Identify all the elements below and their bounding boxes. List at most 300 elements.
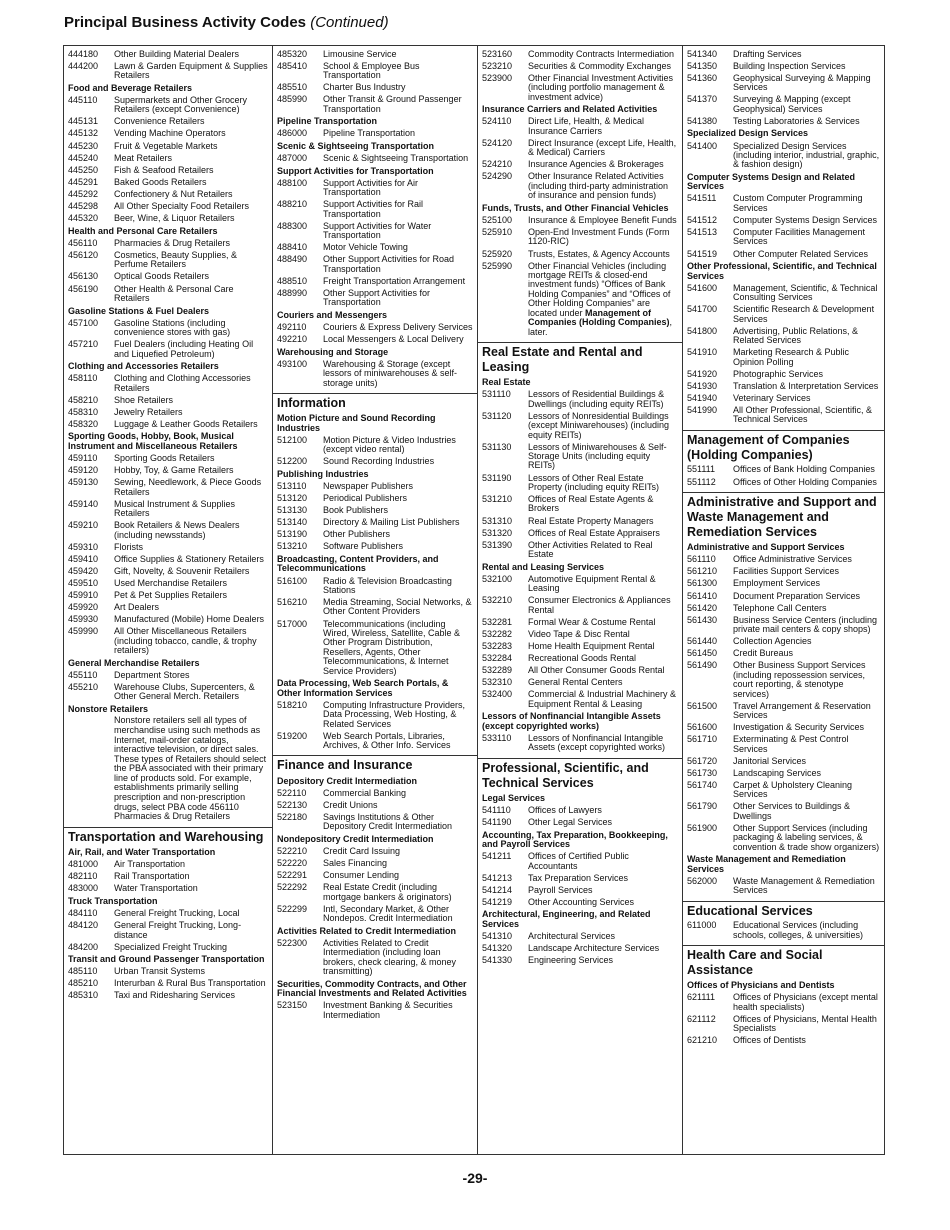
description-text: Employment Services <box>733 578 821 589</box>
code-entry <box>687 565 880 577</box>
subsection-heading: Couriers and Messengers <box>277 310 388 321</box>
description-text: Computer Systems Design Services <box>733 214 878 225</box>
activity-description <box>733 305 880 324</box>
code-entry <box>68 552 268 564</box>
code-entry <box>68 127 268 139</box>
description-text: Warehouse Clubs, Supercenters, & Other General Merch. Retailers <box>114 681 255 702</box>
activity-description <box>528 666 678 675</box>
code-entry <box>482 639 678 651</box>
activity-code: 513190 <box>277 529 308 540</box>
description-text: Florists <box>114 541 143 552</box>
activity-description <box>528 139 678 158</box>
description-text: Management, Scientific, & Technical Consulting Services <box>733 282 878 303</box>
activity-code: 541110 <box>482 804 511 815</box>
description-text: Intl, Secondary Market, & Other Nondepos. Credit Intermediation <box>323 903 453 924</box>
description-text: Jewelry Retailers <box>114 406 183 417</box>
activity-code: 561790 <box>687 801 718 812</box>
code-entry <box>277 491 473 503</box>
activity-code: 488300 <box>277 220 308 231</box>
activity-description <box>733 616 880 635</box>
activity-code: 561410 <box>687 590 718 601</box>
activity-code: 445292 <box>68 188 99 199</box>
activity-code: 531190 <box>482 472 512 483</box>
description-text: Used Merchandise Retailers <box>114 577 228 588</box>
activity-code: 485310 <box>68 990 99 1001</box>
description-text: Engineering Services <box>528 955 614 966</box>
code-entry <box>277 798 473 810</box>
activity-description <box>733 592 880 601</box>
activity-code: 541380 <box>687 115 718 126</box>
code-entry <box>482 492 678 514</box>
activity-description <box>733 95 880 114</box>
activity-code: 459990 <box>68 626 99 637</box>
code-entry <box>687 324 880 346</box>
description-text: Fuel Dealers (including Heating Oil and Liquefied Petroleum) <box>114 339 254 359</box>
activity-code: 561110 <box>687 554 716 565</box>
activity-code: 561720 <box>687 755 718 766</box>
activity-code: 541190 <box>482 817 512 828</box>
description-text: Waste Management & Remediation Services <box>733 875 875 896</box>
code-entry <box>482 388 678 410</box>
description-text: Baked Goods Retailers <box>114 176 207 187</box>
activity-description <box>733 382 880 391</box>
description-text: Pharmacies & Drug Retailers <box>114 237 231 248</box>
code-entry <box>277 516 473 528</box>
activity-description <box>528 806 678 815</box>
description-text: Support Activities for Rail Transportation <box>323 199 424 219</box>
activity-code: 531210 <box>482 494 513 504</box>
code-entry <box>68 497 268 519</box>
activity-code: 445131 <box>68 116 99 127</box>
activity-description <box>528 818 678 827</box>
subsection-heading: Offices of Physicians and Dentists <box>687 980 835 991</box>
activity-description <box>733 216 880 225</box>
description-text: Securities & Commodity Exchanges <box>528 60 672 71</box>
description-text: Specialized Design Services (including interior, industrial, graphic, & fashion design) <box>733 140 880 170</box>
code-entry <box>277 856 473 868</box>
code-entry <box>687 59 880 71</box>
subsection-heading: Specialized Design Services <box>687 128 809 139</box>
activity-description <box>733 74 880 93</box>
code-entry <box>277 176 473 198</box>
activity-code: 459120 <box>68 465 99 476</box>
description-text: Book Retailers & News Dealers (including newsstands) <box>114 520 240 540</box>
activity-description <box>528 250 678 259</box>
activity-description <box>733 406 880 425</box>
activity-code: 458310 <box>68 406 99 417</box>
code-entry <box>277 59 473 81</box>
description-text: Fish & Seafood Retailers <box>114 164 214 175</box>
activity-code: 522291 <box>277 870 308 881</box>
activity-description <box>114 272 268 281</box>
activity-code: 531390 <box>482 539 513 550</box>
activity-description <box>528 956 678 965</box>
code-entry <box>687 225 880 247</box>
subsection-heading: Administrative and Support Services <box>687 542 845 553</box>
description-text: Document Preparation Services <box>733 590 861 601</box>
description-text: Lawn & Garden Equipment & Supplies Retailers <box>114 60 268 81</box>
description-text: Department Stores <box>114 669 190 680</box>
code-entry <box>277 93 473 115</box>
subsection-heading: Activities Related to Credit Intermediation <box>277 925 457 936</box>
code-entry <box>277 617 473 676</box>
activity-description <box>114 603 268 612</box>
activity-code: 516100 <box>277 575 308 586</box>
activity-description <box>114 50 268 59</box>
activity-code: 541211 <box>482 851 512 862</box>
description-text: Interurban & Rural Bus Transportation <box>114 978 266 989</box>
description-text: Advertising, Public Relations, & Related Services <box>733 325 859 346</box>
code-entry <box>68 882 268 894</box>
activity-code: 525910 <box>482 227 513 238</box>
activity-description <box>323 883 473 902</box>
description-text: Scenic & Sightseeing Transportation <box>323 153 469 164</box>
code-entry <box>482 815 678 827</box>
activity-code: 459130 <box>68 477 99 488</box>
code-entry <box>68 680 268 702</box>
code-entry <box>687 302 880 324</box>
code-entry <box>687 281 880 303</box>
activity-code: 459930 <box>68 614 99 625</box>
code-entry <box>687 1034 880 1046</box>
activity-code: 459140 <box>68 498 99 509</box>
activity-description <box>114 872 268 881</box>
code-entry <box>482 572 678 594</box>
activity-description <box>114 500 268 519</box>
section-heading: Health Care and Social Assistance <box>683 945 884 978</box>
code-entry <box>482 71 678 102</box>
code-entry <box>277 595 473 617</box>
description-text: Commodity Contracts Intermediation <box>528 48 675 59</box>
subsection-heading: Rental and Leasing Services <box>482 561 605 572</box>
subsection-heading: Broadcasting, Content Providers, and Telecommunications <box>277 554 439 574</box>
activity-description <box>733 567 880 576</box>
code-entry <box>482 663 678 675</box>
activity-code: 459110 <box>68 452 98 463</box>
subsection-heading: Data Processing, Web Search Portals, & Other Information Services <box>277 678 449 698</box>
description-text: Optical Goods Retailers <box>114 271 210 282</box>
activity-code: 456190 <box>68 283 99 294</box>
activity-code: 445110 <box>68 94 98 105</box>
activity-description <box>733 769 880 778</box>
description-text: Gasoline Stations (including convenience stores with gas) <box>114 317 231 337</box>
activity-description <box>114 860 268 869</box>
activity-description <box>733 802 880 821</box>
activity-description <box>114 909 268 918</box>
activity-description <box>323 255 473 274</box>
description-text: Other Support Activities for Transportation <box>323 288 431 308</box>
description-text: General Freight Trucking, Long-distance <box>114 920 242 940</box>
code-entry <box>482 615 678 627</box>
activity-code: 541519 <box>687 248 718 259</box>
column-4 <box>682 46 885 1154</box>
subsection-heading: Clothing and Accessories Retailers <box>68 361 219 372</box>
code-entry <box>687 601 880 613</box>
description-text: Rail Transportation <box>114 871 190 882</box>
subsection-heading: Support Activities for Transportation <box>277 165 434 176</box>
activity-description <box>114 166 268 175</box>
activity-description <box>528 630 678 639</box>
activity-code: 488410 <box>277 242 308 253</box>
description-text: Art Dealers <box>114 602 160 613</box>
code-entry <box>277 881 473 903</box>
activity-description <box>114 567 268 576</box>
activity-description <box>528 443 678 471</box>
subsection-heading: Truck Transportation <box>68 895 158 906</box>
code-entry <box>68 199 268 211</box>
subsection-heading: Health and Personal Care Retailers <box>68 225 218 236</box>
description-text: Lessors of Nonresidential Buildings (except Miniwarehouses) (including equity REITs) <box>528 410 670 440</box>
description-text: Support Activities for Water Transportation <box>323 220 432 241</box>
description-text: Other Support Activities for Road Transportation <box>323 254 455 274</box>
activity-code: 561490 <box>687 660 718 671</box>
code-entry <box>277 127 473 139</box>
description-text: General Freight Trucking, Local <box>114 908 240 918</box>
activity-code: 523900 <box>482 72 513 83</box>
activity-description <box>323 530 473 539</box>
code-entry <box>68 857 268 869</box>
activity-code: 523160 <box>482 48 513 59</box>
description-text: Photographic Services <box>733 368 824 379</box>
subsection-heading: Architectural, Engineering, and Related Services <box>482 909 651 929</box>
activity-code: 516210 <box>277 597 308 608</box>
activity-code: 512200 <box>277 456 308 467</box>
code-entry <box>68 211 268 223</box>
code-entry <box>687 919 880 941</box>
activity-code: 541214 <box>482 884 513 895</box>
code-entry <box>68 316 268 338</box>
activity-description <box>528 618 678 627</box>
activity-code: 524210 <box>482 159 513 170</box>
description-text: Recreational Goods Rental <box>528 653 637 664</box>
code-entry <box>68 151 268 163</box>
code-entry <box>687 874 880 896</box>
description-text: Fruit & Vegetable Markets <box>114 140 218 151</box>
activity-code: 522299 <box>277 903 308 914</box>
activity-description <box>528 172 678 200</box>
activity-description <box>114 129 268 138</box>
activity-description <box>323 482 473 491</box>
activity-description <box>733 370 880 379</box>
activity-code: 455210 <box>68 681 99 692</box>
description-text: Manufactured (Mobile) Home Dealers <box>114 614 265 625</box>
code-entry <box>68 668 268 680</box>
activity-description <box>114 214 268 223</box>
activity-code: 485110 <box>68 966 98 977</box>
activity-description <box>323 598 473 617</box>
activity-code: 485320 <box>277 48 308 59</box>
activity-code: 541990 <box>687 404 718 415</box>
activity-code: 541940 <box>687 392 718 403</box>
activity-code: 456120 <box>68 249 99 260</box>
description-text: Water Transportation <box>114 883 198 894</box>
code-entry <box>687 589 880 601</box>
activity-code: 561710 <box>687 734 718 745</box>
code-entry <box>687 635 880 647</box>
code-entry <box>687 778 880 800</box>
description-text: Insurance & Employee Benefit Funds <box>528 214 677 225</box>
activity-description <box>733 142 880 170</box>
description-text: Motor Vehicle Towing <box>323 242 408 253</box>
activity-code: 459910 <box>68 590 99 601</box>
code-entry <box>482 883 678 895</box>
activity-description <box>528 74 678 102</box>
description-text: Office Supplies & Stationery Retailers <box>114 553 264 564</box>
activity-code: 531120 <box>482 410 512 421</box>
description-text: Pipeline Transportation <box>323 128 416 139</box>
description-text: Formal Wear & Costume Rental <box>528 616 656 627</box>
activity-description <box>733 1036 880 1045</box>
activity-description <box>323 813 473 832</box>
activity-code: 481000 <box>68 859 99 870</box>
activity-description <box>323 335 473 344</box>
activity-description <box>528 575 678 594</box>
activity-description <box>114 884 268 893</box>
description-text: Janitorial Services <box>733 755 807 766</box>
description-text: Support Activities for Air Transportation <box>323 177 419 198</box>
activity-code: 541330 <box>482 955 513 966</box>
activity-code: 561300 <box>687 578 718 589</box>
code-entry <box>68 870 268 882</box>
code-entry <box>68 163 268 175</box>
code-entry <box>482 115 678 137</box>
activity-description <box>528 932 678 941</box>
column-3 <box>477 46 682 1154</box>
activity-code: 456110 <box>68 237 98 248</box>
subsection-heading: Lessors of Nonfinancial Intangible Assets (except copyrighted works) <box>482 711 661 731</box>
activity-code: 459210 <box>68 520 99 531</box>
code-entry <box>277 936 473 976</box>
activity-code: 522130 <box>277 799 308 810</box>
code-entry <box>482 225 678 247</box>
description-text: Direct Life, Health, & Medical Insurance Carriers <box>528 116 645 136</box>
code-entry <box>482 676 678 688</box>
activity-code: 561740 <box>687 779 718 790</box>
activity-description <box>733 50 880 59</box>
subsection-heading: Legal Services <box>482 792 546 803</box>
activity-description <box>528 517 678 526</box>
section-heading: Real Estate and Rental and Leasing <box>478 342 682 375</box>
activity-code: 484200 <box>68 941 99 952</box>
description-text: Other Transit & Ground Passenger Transportation <box>323 94 462 114</box>
activity-code: 621111 <box>687 992 716 1003</box>
description-text: Offices of Certified Public Accountants <box>528 851 629 871</box>
description-text: Marketing Research & Public Opinion Polling <box>733 347 850 367</box>
description-text: Drafting Services <box>733 48 802 59</box>
description-text: Other Publishers <box>323 529 391 540</box>
description-text: Convenience Retailers <box>114 116 205 127</box>
description-text: Specialized Freight Trucking <box>114 941 228 952</box>
activity-description <box>323 277 473 286</box>
activity-code: 522110 <box>277 787 307 798</box>
activity-code: 561730 <box>687 767 718 778</box>
description-text: Meat Retailers <box>114 152 173 163</box>
activity-description <box>733 478 880 487</box>
code-entry <box>482 803 678 815</box>
code-entry <box>68 405 268 417</box>
code-entry <box>68 940 268 952</box>
description-text: Translation & Interpretation Services <box>733 380 879 391</box>
activity-description <box>114 239 268 248</box>
activity-description <box>528 228 678 247</box>
activity-description <box>733 62 880 71</box>
code-entry <box>68 518 268 540</box>
description-text: Limousine Service <box>323 48 397 59</box>
activity-code: 512100 <box>277 434 308 445</box>
description-text: Gift, Novelty, & Souvenir Retailers <box>114 565 250 576</box>
code-entry <box>68 59 268 81</box>
activity-description <box>323 200 473 219</box>
code-entry <box>277 433 473 455</box>
activity-code: 541513 <box>687 227 718 238</box>
description-text: All Other Consumer Goods Rental <box>528 665 665 676</box>
activity-code: 482110 <box>68 871 98 882</box>
code-entry <box>482 651 678 663</box>
activity-code: 484110 <box>68 908 98 918</box>
description-text: Media Streaming, Social Networks, & Other Content Providers <box>323 597 472 617</box>
column-1 <box>63 46 272 1154</box>
activity-description <box>733 824 880 852</box>
description-text: Lessors of Residential Buildings & Dwellings (including equity REITs) <box>528 389 665 409</box>
activity-code: 513110 <box>277 481 307 491</box>
activity-description <box>733 993 880 1012</box>
description-text: Automotive Equipment Rental & Leasing <box>528 573 656 594</box>
activity-description <box>733 637 880 646</box>
description-text: Exterminating & Pest Control Services <box>733 734 849 754</box>
activity-code: 522210 <box>277 845 308 856</box>
description-text: Pet & Pet Supplies Retailers <box>114 590 228 601</box>
subsection-heading: Insurance Carriers and Related Activities <box>482 104 658 115</box>
description-text: Tax Preparation Services <box>528 872 629 883</box>
page-number: -29- <box>462 1170 488 1186</box>
description-text: Credit Bureaus <box>733 648 794 659</box>
activity-description <box>323 179 473 198</box>
section-heading: Professional, Scientific, and Technical Services <box>478 758 682 791</box>
activity-code: 445132 <box>68 128 99 139</box>
activity-description <box>733 465 880 474</box>
code-entry <box>687 699 880 721</box>
activity-code: 541360 <box>687 72 718 83</box>
description-text: Consumer Lending <box>323 870 400 881</box>
activity-code: 531310 <box>482 515 513 526</box>
activity-description <box>323 129 473 138</box>
activity-code: 532282 <box>482 628 513 639</box>
subsection-heading: Sporting Goods, Hobby, Book, Musical Instrument and Miscellaneous Retailers <box>68 431 238 451</box>
code-entry <box>277 810 473 832</box>
activity-description <box>114 408 268 417</box>
activity-description <box>528 886 678 895</box>
subsection-heading: Air, Rail, and Water Transportation <box>68 847 216 858</box>
code-entry <box>482 895 678 907</box>
description-text: Other Health & Personal Care Retailers <box>114 283 234 303</box>
code-entry <box>68 625 268 656</box>
activity-code: 486000 <box>277 128 308 139</box>
activity-description <box>114 396 268 405</box>
description-text: Offices of Physicians (except mental health specialists) <box>733 992 878 1012</box>
subsection-heading: Scenic & Sightseeing Transportation <box>277 141 435 152</box>
description-text: Savings Institutions & Other Depository Credit Intermediation <box>323 811 453 832</box>
activity-code: 519200 <box>277 730 308 741</box>
page-title <box>64 14 389 31</box>
subsection-heading: Funds, Trusts, and Other Financial Vehicles <box>482 202 669 213</box>
subsection-heading: Food and Beverage Retailers <box>68 82 193 93</box>
description-text: Web Search Portals, Libraries, Archives, & Other Info. Services <box>323 730 451 750</box>
activity-code: 561210 <box>687 566 718 577</box>
description-text: Couriers & Express Delivery Services <box>323 322 473 333</box>
activity-description <box>528 654 678 663</box>
activity-code: 492210 <box>277 334 308 345</box>
activity-description <box>323 518 473 527</box>
